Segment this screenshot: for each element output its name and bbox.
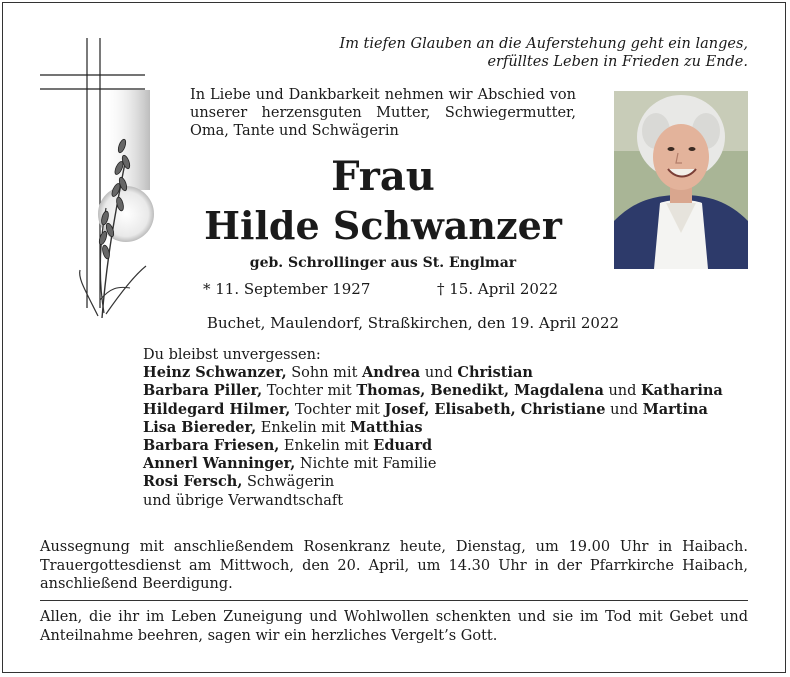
portrait-image <box>614 91 748 269</box>
mourners-heading: Du bleibst unvergessen: <box>143 347 321 363</box>
list-item: Lisa Biereder, Enkelin mit Matthias <box>143 418 423 436</box>
thanks-text: Allen, die ihr im Leben Zuneigung und Wohlwollen schenkten und sie im Tod mit Gebet und Anteilnahme beehren, sagen wir ein herzliches Vergelt’s Gott. <box>40 609 748 644</box>
honorific: Frau <box>331 153 435 200</box>
list-item: Rosi Fersch, Schwägerin <box>143 473 335 491</box>
list-item: Heinz Schwanzer, Sohn mit Andrea und Christian <box>143 364 533 382</box>
list-item: Barbara Friesen, Enkelin mit Eduard <box>143 437 433 455</box>
motto <box>300 35 748 71</box>
divider <box>40 600 748 601</box>
motto-line-1: Im tiefen Glauben an die Auferstehung geht ein langes, <box>339 36 748 52</box>
service-info: Aussegnung mit anschließendem Rosenkranz heute, Dienstag, um 19.00 Uhr in Haibach. Trauergottesdienst am Mittwoch, den 20. April, um 14.30 Uhr in der Pfarrkirche Haibach, anschließend Beerdigung. <box>40 539 748 592</box>
birth-name: geb. Schrollinger aus St. Englmar <box>249 255 517 271</box>
list-item: Annerl Wanninger, Nichte mit Familie <box>143 455 437 473</box>
list-item: Barbara Piller, Tochter mit Thomas, Benedikt, Magdalena und Katharina <box>143 382 723 400</box>
place-and-date: Buchet, Maulendorf, Straßkirchen, den 19. April 2022 <box>206 314 620 332</box>
portrait-photo <box>614 91 748 269</box>
birth-date: * 11. September 1927 <box>203 280 371 298</box>
mourners-closing: und übrige Verwandtschaft <box>143 492 344 509</box>
motto-line-2: erfülltes Leben in Frieden zu Ende. <box>487 54 748 70</box>
deceased-name: Hilde Schwanzer <box>204 203 562 248</box>
death-date: † 15. April 2022 <box>437 280 559 298</box>
cross-wheat-icon <box>40 38 160 320</box>
list-item: Hildegard Hilmer, Tochter mit Josef, Elisabeth, Christiane und Martina <box>143 400 708 418</box>
mourners-list <box>143 346 753 510</box>
intro-text: In Liebe und Dankbarkeit nehmen wir Abschied von unserer herzensguten Mutter, Schwiegermutter, Oma, Tante und Schwägerin <box>190 87 576 139</box>
